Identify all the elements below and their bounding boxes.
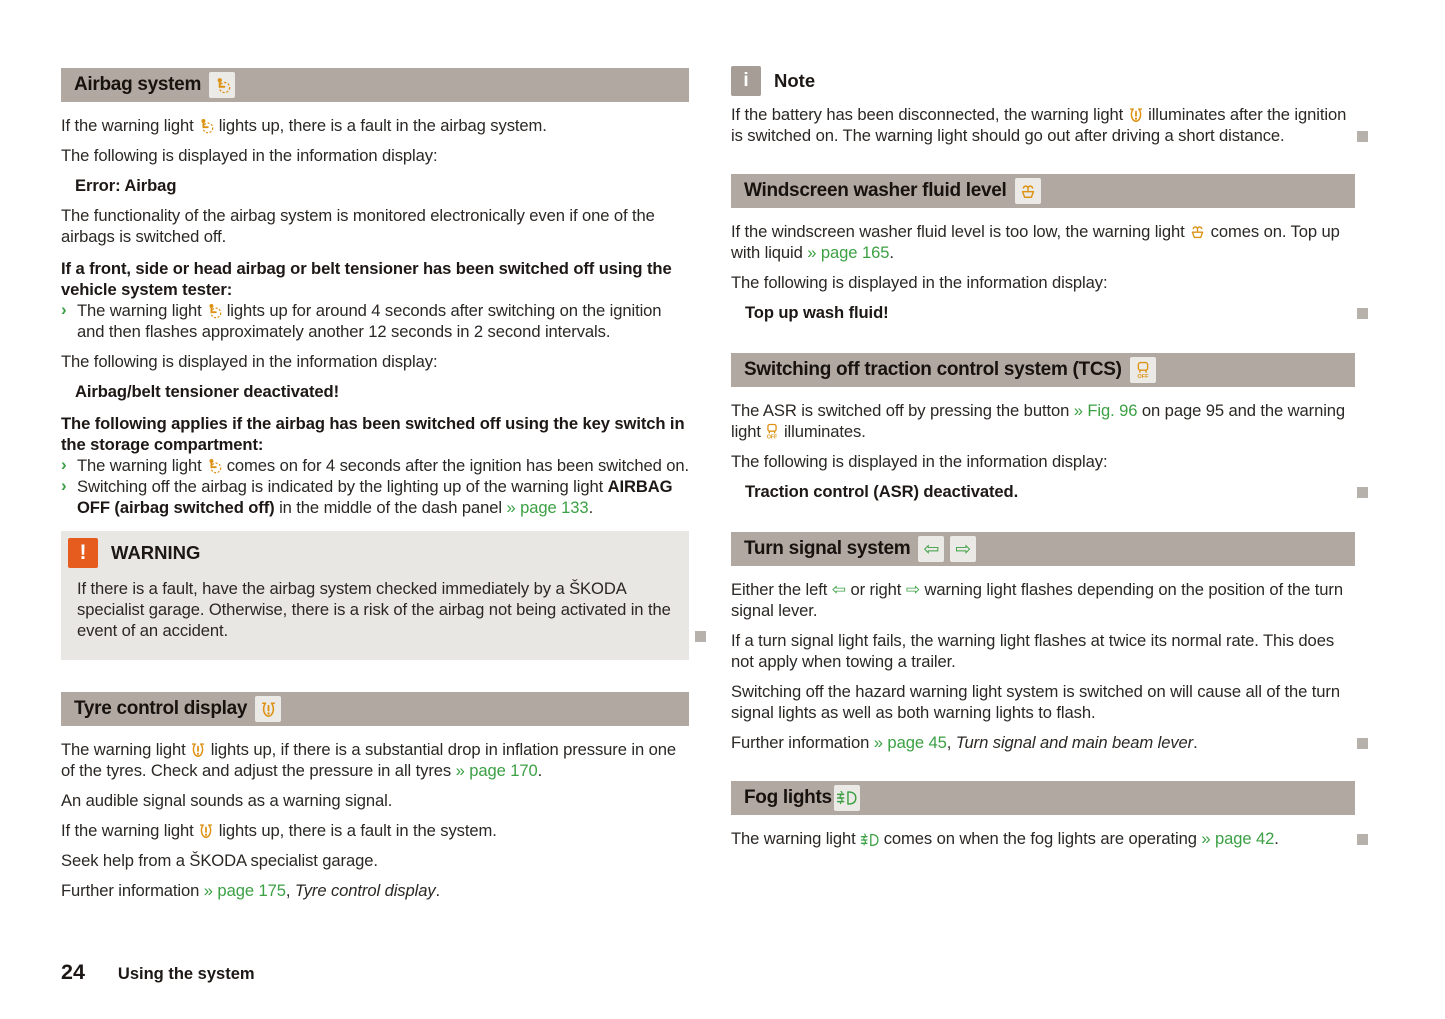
text-segment: If the warning light (61, 116, 199, 135)
italic-reference: Tyre control display (294, 881, 436, 900)
text-segment: comes on when the fog lights are operating (879, 829, 1202, 848)
italic-reference: Turn signal and main beam lever (955, 733, 1194, 752)
text-segment: lights up, there is a fault in the system. (214, 821, 497, 840)
section-title-airbag: Airbag system (74, 74, 202, 95)
section-end-marker (695, 631, 706, 642)
display-message-deactivated: Airbag/belt tensioner deactivated! (75, 382, 340, 401)
paragraph-display-intro: The following is displayed in the information display: (731, 273, 1108, 292)
text-segment: The warning light (77, 456, 207, 475)
text-segment: lights up for around 4 seconds after switching on the ignition and then flashes approximately another 12 seconds in 2 second intervals. (77, 301, 662, 341)
paragraph-turn-2: If a turn signal light fails, the warning light flashes at twice its normal rate. This does not apply when towing a trailer. (731, 631, 1335, 671)
section-turn-signal (731, 532, 1355, 753)
text-segment: The ASR is switched off by pressing the button (731, 401, 1074, 420)
tyre-pressure-icon (255, 696, 281, 722)
paragraph-tyre-further (61, 880, 689, 901)
paragraph-tyre-2: An audible signal sounds as a warning signal. (61, 791, 393, 810)
text-segment: . (537, 761, 543, 780)
page-number: 24 (61, 960, 85, 984)
warning-body: If there is a fault, have the airbag system checked immediately by a ŠKODA specialist garage. Otherwise, there is a risk of the airbag not being activated in the event of an accident. (77, 579, 671, 640)
text-segment: . (889, 243, 894, 262)
info-icon: i (731, 66, 761, 96)
section-washer-fluid (731, 174, 1355, 323)
text-segment: Top up wash fluid! (745, 303, 889, 322)
svg-text:OFF: OFF (767, 434, 778, 440)
paragraph-washer-1 (731, 221, 1355, 263)
paragraph-tester-heading: If a front, side or head airbag or belt tensioner has been switched off using the vehicle system tester: (61, 259, 672, 299)
text-segment: The warning light (77, 301, 207, 320)
tyre-pressure-icon (1128, 107, 1144, 123)
section-header-tyre (61, 692, 689, 726)
paragraph-display-intro: The following is displayed in the information display: (61, 146, 438, 165)
turn-left-arrow-glyph: ⇦ (923, 537, 940, 560)
svg-text:OFF: OFF (1137, 374, 1149, 380)
section-end-marker (1357, 738, 1368, 749)
warning-header (68, 538, 673, 568)
warning-exclamation-icon: ! (68, 538, 98, 568)
bullet-item (61, 455, 689, 476)
text-segment: illuminates. (779, 422, 866, 441)
display-message-asr (731, 481, 1355, 502)
washer-fluid-icon (1189, 224, 1206, 240)
airbag-icon (206, 458, 222, 474)
bullet-marker: › (61, 300, 67, 319)
xref-link-fig-96[interactable]: » Fig. 96 (1073, 401, 1138, 420)
section-end-marker (1357, 131, 1368, 142)
section-fog-lights (731, 781, 1355, 849)
section-tyre-control (61, 692, 689, 901)
paragraph-turn-1 (731, 579, 1355, 621)
paragraph-tyre-4: Seek help from a ŠKODA specialist garage. (61, 851, 378, 870)
bullet-item (61, 300, 689, 342)
paragraph-display-intro: The following is displayed in the information display: (61, 352, 438, 371)
text-segment: lights up, if there is a substantial drop in inflation pressure in one of the tyres. Check and adjust the pressure in all tyres (61, 740, 676, 780)
text-segment: warning light flashes depending on the position of the turn signal lever. (731, 580, 1343, 620)
warning-box (61, 531, 689, 660)
note-body (731, 104, 1355, 146)
display-message-washer (731, 302, 1355, 323)
text-segment: . (1274, 829, 1279, 848)
section-end-marker (1357, 308, 1368, 319)
text-segment: , (285, 881, 295, 900)
text-segment: in the middle of the dash panel (274, 498, 507, 517)
tyre-pressure-icon (198, 823, 214, 839)
paragraph-tcs-1 (731, 400, 1355, 442)
text-segment: Further information (61, 881, 204, 900)
airbag-icon (206, 303, 222, 319)
turn-left-icon (918, 536, 944, 562)
section-end-marker (1357, 487, 1368, 498)
section-title-washer: Windscreen washer fluid level (744, 180, 1007, 201)
tyre-pressure-icon (190, 742, 206, 758)
paragraph-key-heading: The following applies if the airbag has been switched off using the key switch in the storage compartment: (61, 414, 685, 454)
turn-left-icon: ⇦ (831, 580, 846, 600)
text-segment: . (588, 498, 594, 517)
xref-link-page-42[interactable]: » page 42 (1201, 829, 1275, 848)
text-segment: Further information (731, 733, 874, 752)
text-segment: lights up, there is a fault in the airbag system. (214, 116, 547, 135)
xref-link-page-45[interactable]: » page 45 (873, 733, 947, 752)
text-segment: , (946, 733, 956, 752)
text-segment: or right (845, 580, 906, 599)
text-segment: The warning light (61, 740, 191, 759)
paragraph-turn-further (731, 732, 1355, 753)
fog-light-icon (834, 785, 860, 811)
warning-title: WARNING (111, 542, 201, 563)
xref-link-page-133[interactable]: » page 133 (506, 498, 589, 517)
text-segment: If the battery has been disconnected, the warning light (731, 105, 1128, 124)
text-segment: The warning light (731, 829, 861, 848)
airbag-icon (198, 118, 214, 134)
section-title-fog: Fog lights (744, 787, 832, 808)
asr-off-icon (1130, 357, 1156, 383)
paragraph-turn-3: Switching off the hazard warning light system is switched on will cause all of the turn signal lights as well as both warning lights to flash. (731, 682, 1340, 722)
turn-right-icon: ⇨ (905, 580, 920, 600)
paragraph-tyre-1 (61, 739, 689, 781)
xref-link-page-170[interactable]: » page 170 (455, 761, 538, 780)
footer-section-label: Using the system (117, 965, 255, 983)
right-column (731, 66, 1355, 849)
section-tcs (731, 353, 1355, 502)
washer-fluid-icon (1015, 178, 1041, 204)
section-header-tcs (731, 353, 1355, 387)
section-airbag-system (61, 68, 689, 518)
bullet-marker: › (61, 476, 67, 495)
section-header-turn-signal (731, 532, 1355, 566)
text-segment: comes on for 4 seconds after the ignition has been switched on. (222, 456, 689, 475)
text-segment: Either the left (731, 580, 832, 599)
airbag-off-label: AIRBAG OFF (airbag switched off) (77, 477, 673, 517)
section-header-washer (731, 174, 1355, 208)
turn-right-arrow-glyph: ⇨ (955, 537, 972, 560)
paragraph-airbag-fault (61, 115, 689, 136)
paragraph-monitoring: The functionality of the airbag system is monitored electronically even if one of the airbags is switched off. (61, 206, 655, 246)
text-segment: If the warning light (61, 821, 199, 840)
paragraph-tyre-3 (61, 820, 689, 841)
section-end-marker (1357, 834, 1368, 845)
text-segment: illuminates after the ignition is switched on. The warning light should go out after driving a short distance. (731, 105, 1347, 145)
section-title-tcs: Switching off traction control system (TCS) (744, 359, 1122, 380)
section-title-turn-signal: Turn signal system (744, 538, 911, 559)
text-segment: . (435, 881, 441, 900)
paragraph-display-intro: The following is displayed in the information display: (731, 452, 1108, 471)
note-block (731, 66, 1355, 146)
note-header (731, 66, 1355, 96)
paragraph-fog-1 (731, 828, 1355, 849)
turn-right-icon (950, 536, 976, 562)
display-message-error-airbag: Error: Airbag (75, 176, 177, 195)
bullet-marker: › (61, 455, 67, 474)
bullet-item (61, 476, 689, 518)
xref-link-page-175[interactable]: » page 175 (203, 881, 286, 900)
page-footer (61, 960, 255, 985)
asr-off-icon (765, 422, 779, 440)
text-segment: comes on. Top up with liquid (731, 222, 1340, 262)
text-segment: Switching off the airbag is indicated by the lighting up of the warning light (77, 477, 608, 496)
text-segment: Traction control (ASR) deactivated. (745, 482, 1019, 501)
airbag-icon (209, 72, 235, 98)
fog-light-icon (860, 833, 879, 847)
text-segment: If the windscreen washer fluid level is too low, the warning light (731, 222, 1190, 241)
section-header-fog (731, 781, 1355, 815)
note-title: Note (774, 70, 816, 91)
section-title-tyre: Tyre control display (74, 698, 248, 719)
xref-link-page-165[interactable]: » page 165 (807, 243, 890, 262)
section-header-airbag (61, 68, 689, 102)
left-column (61, 66, 689, 901)
text-segment: . (1193, 733, 1198, 752)
text-segment: on page 95 and the warning light (731, 401, 1346, 441)
